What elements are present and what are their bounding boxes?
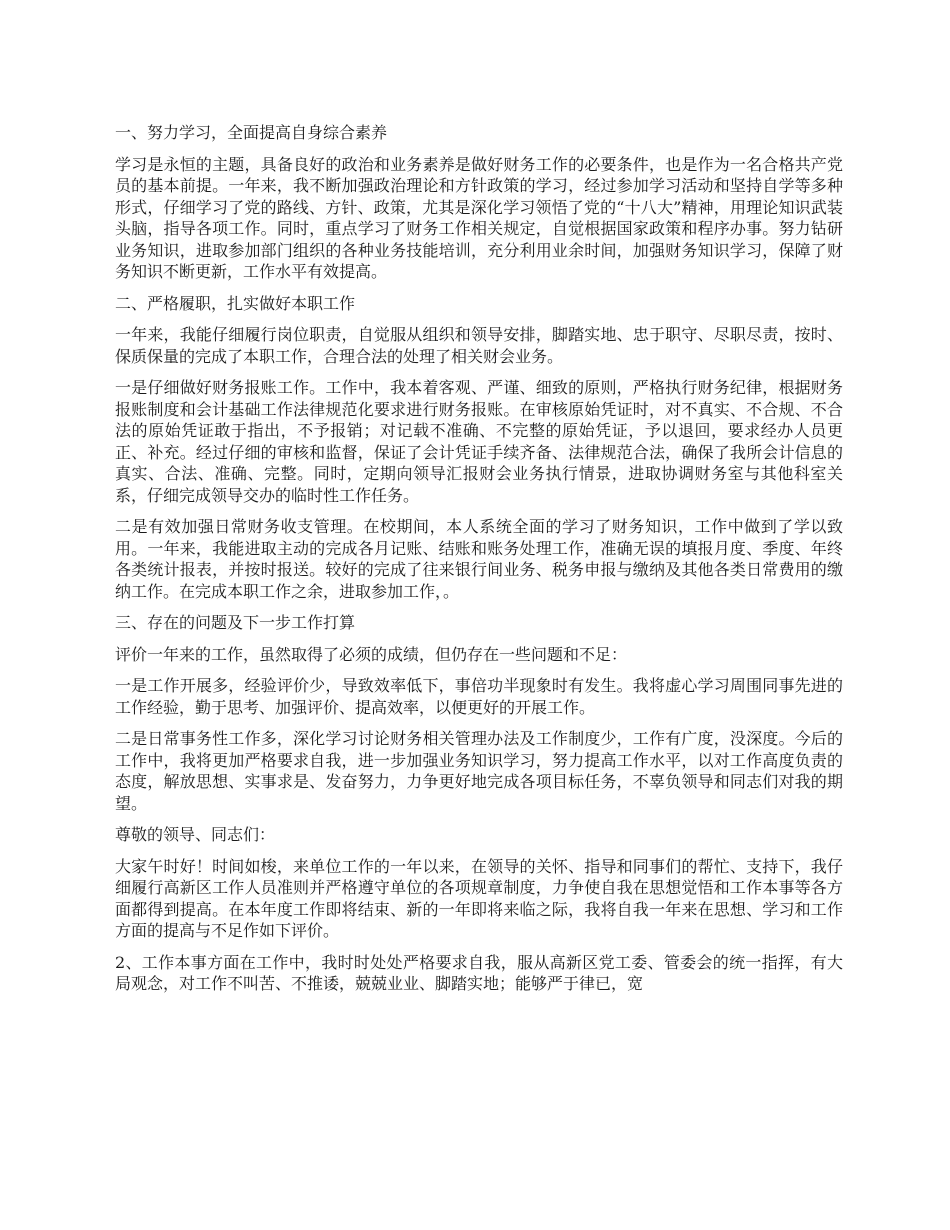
- salutation: 尊敬的领导、同志们：: [115, 825, 276, 844]
- paragraph-greeting: 大家午时好！时间如梭，来单位工作的一年以来，在领导的关怀、指导和同事们的帮忙、支持下，我仔细履行高新区工作人员准则并严格遵守单位的各项规章制度，力争使自我在思想觉悟和工作本事等各方面都得到提高。在本年度工作即将结束、新的一年即将来临之际，我将自我一年来在思想、学习和工作方面的提高与不足作如下评价。: [115, 856, 843, 940]
- paragraph-problem-2: 二是日常事务性工作多，深化学习讨论财务相关管理办法及工作制度少，工作有广度，没深度。今后的工作中，我将更加严格要求自我，进一步加强业务知识学习，努力提高工作水平，以对工作高度负责的态度，解放思想、实事求是、发奋努力，力争更好地完成各项目标任务，不辜负领导和同志们对我的期望。: [115, 729, 843, 813]
- section-heading-2: 二、严格履职，扎实做好本职工作: [115, 293, 356, 313]
- document-body: [115, 122, 843, 1005]
- section-heading-1: 一、努力学习，全面提高自身综合素养: [115, 123, 388, 142]
- section-heading-3: 三、存在的问题及下一步工作打算: [115, 613, 356, 632]
- paragraph-study: 学习是永恒的主题，具备良好的政治和业务素养是做好财务工作的必要条件，也是作为一名合格共产党员的基本前提。一年来，我不断加强政治理论和方针政策的学习，经过参加学习活动和坚持自学等多种形式，仔细学习了党的路线、方针、政策，尤其是深化学习领悟了党的“十八大”精神，用理论知识武装头脑，指导各项工作。同时，重点学习了财务工作相关规定，自觉根据国家政策和程序办事。努力钻研业务知识，进取参加部门组织的各种业务技能培训，充分利用业余时间，加强财务知识学习，保障了财务知识不断更新，工作水平有效提高。: [115, 154, 843, 281]
- paragraph-work-ability: 2、工作本事方面在工作中，我时时处处严格要求自我，服从高新区党工委、管委会的统一指挥，有大局观念，对工作不叫苦、不推诿，兢兢业业、脚踏实地；能够严于律已，宽: [115, 952, 843, 993]
- paragraph-reimbursement: 一是仔细做好财务报账工作。工作中，我本着客观、严谨、细致的原则，严格执行财务纪律，根据财务报账制度和会计基础工作法律规范化要求进行财务报账。在审核原始凭证时，对不真实、不合规、不合法的原始凭证敢于指出，不予报销；对记载不准确、不完整的原始凭证，予以退回，要求经办人员更正、补充。经过仔细的审核和监督，保证了会计凭证手续齐备、法律规范合法，确保了我所会计信息的真实、合法、准确、完整。同时，定期向领导汇报财会业务执行情景，进取协调财务室与其他科室关系，仔细完成领导交办的临时性工作任务。: [115, 378, 843, 505]
- paragraph-problem-1: 一是工作开展多，经验评价少，导致效率低下，事倍功半现象时有发生。我将虚心学习周围同事先进的工作经验，勤于思考、加强评价、提高效率，以便更好的开展工作。: [115, 676, 843, 717]
- paragraph-duties-intro: 一年来，我能仔细履行岗位职责，自觉服从组织和领导安排，脚踏实地、忠于职守、尽职尽责，按时、保质保量的完成了本职工作，合理合法的处理了相关财会业务。: [115, 325, 843, 366]
- paragraph-finance-management: 二是有效加强日常财务收支管理。在校期间，本人系统全面的学习了财务知识，工作中做到了学以致用。一年来，我能进取主动的完成各月记账、结账和账务处理工作，准确无误的填报月度、季度、年终各类统计报表，并按时报送。较好的完成了往来银行间业务、税务申报与缴纳及其他各类日常费用的缴纳工作。在完成本职工作之余，进取参加工作，。: [115, 517, 843, 601]
- paragraph-evaluation: 评价一年来的工作，虽然取得了必须的成绩，但仍存在一些问题和不足：: [115, 644, 628, 664]
